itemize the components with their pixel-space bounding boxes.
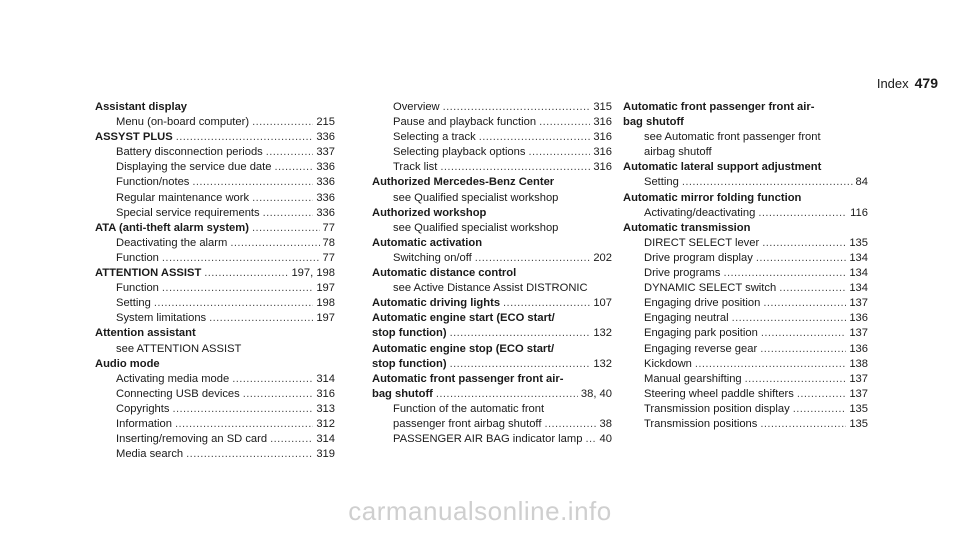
index-entry-sub bbox=[623, 206, 868, 221]
dot-leader bbox=[162, 281, 313, 296]
index-reference: Function of the automatic front bbox=[393, 402, 545, 415]
index-entry-main bbox=[95, 266, 335, 281]
page-ref: 138 bbox=[849, 357, 868, 370]
index-entry-sub bbox=[95, 175, 335, 190]
entry-text: Inserting/removing an SD card bbox=[116, 433, 268, 446]
dot-leader bbox=[793, 402, 847, 417]
index-entry-sub bbox=[95, 372, 335, 387]
page-ref: 313 bbox=[316, 402, 335, 415]
index-entry-sub bbox=[95, 417, 335, 432]
entry-text: ATTENTION ASSIST bbox=[95, 267, 202, 280]
index-column-2 bbox=[372, 100, 612, 447]
entry-text: Regular maintenance work bbox=[116, 191, 250, 204]
index-heading: bag shutoff bbox=[623, 116, 684, 129]
page-ref: 312 bbox=[316, 417, 335, 430]
page-ref: 134 bbox=[849, 282, 868, 295]
index-heading: Automatic front passenger front air- bbox=[372, 372, 564, 385]
index-heading: Authorized workshop bbox=[372, 206, 487, 219]
dot-leader bbox=[162, 251, 320, 266]
index-entry-sub bbox=[623, 357, 868, 372]
index-column-3 bbox=[623, 100, 868, 432]
dot-leader bbox=[756, 251, 847, 266]
entry-text: ATA (anti-theft alarm system) bbox=[95, 221, 249, 234]
entry-text: Displaying the service due date bbox=[116, 161, 272, 174]
dot-leader bbox=[436, 387, 578, 402]
entry-text: Function bbox=[116, 282, 159, 295]
index-reference: see ATTENTION ASSIST bbox=[116, 342, 242, 355]
page-ref: 77 bbox=[322, 251, 335, 264]
page-ref: 197 bbox=[316, 312, 335, 325]
dot-leader bbox=[682, 175, 853, 190]
dot-leader bbox=[695, 357, 846, 372]
index-entry-sub bbox=[95, 160, 335, 175]
page-ref: 78 bbox=[322, 236, 335, 249]
index-entry-sub bbox=[372, 100, 612, 115]
entry-text: Selecting a track bbox=[393, 131, 476, 144]
page-ref: 38 bbox=[599, 417, 612, 430]
dot-leader bbox=[450, 357, 591, 372]
page-ref: 316 bbox=[593, 116, 612, 129]
page-ref: 38, 40 bbox=[580, 387, 612, 400]
index-reference: airbag shutoff bbox=[644, 146, 712, 159]
dot-leader bbox=[760, 342, 846, 357]
entry-text: bag shutoff bbox=[372, 387, 433, 400]
entry-text: PASSENGER AIR BAG indicator lamp bbox=[393, 433, 583, 446]
page-ref: 336 bbox=[316, 176, 335, 189]
page-ref: 135 bbox=[849, 417, 868, 430]
page-ref: 136 bbox=[849, 312, 868, 325]
dot-leader bbox=[243, 387, 314, 402]
page-ref: 116 bbox=[850, 206, 868, 219]
dot-leader bbox=[172, 402, 313, 417]
dot-leader bbox=[762, 236, 846, 251]
dot-leader bbox=[192, 175, 313, 190]
page-ref: 319 bbox=[316, 448, 335, 461]
index-entry-main bbox=[372, 296, 612, 311]
index-entry-sub bbox=[623, 281, 868, 296]
page-ref: 337 bbox=[316, 146, 335, 159]
index-entry-sub bbox=[623, 342, 868, 357]
index-heading: Automatic transmission bbox=[623, 221, 751, 234]
dot-leader bbox=[539, 115, 590, 130]
index-reference: see Qualified specialist workshop bbox=[393, 221, 559, 234]
dot-leader bbox=[475, 251, 591, 266]
index-entry-sub bbox=[372, 145, 612, 160]
page-ref: 336 bbox=[316, 191, 335, 204]
index-entry-sub bbox=[623, 266, 868, 281]
entry-text: Steering wheel paddle shifters bbox=[644, 387, 794, 400]
dot-leader bbox=[252, 115, 313, 130]
index-entry-sub bbox=[95, 447, 335, 462]
entry-text: Selecting playback options bbox=[393, 146, 526, 159]
entry-text: DIRECT SELECT lever bbox=[644, 236, 760, 249]
entry-text: Manual gearshifting bbox=[644, 372, 742, 385]
page-ref: 314 bbox=[316, 433, 335, 446]
index-heading: Assistant display bbox=[95, 101, 188, 113]
dot-leader bbox=[440, 160, 590, 175]
index-entry-main bbox=[95, 221, 335, 236]
page-ref: 107 bbox=[593, 297, 612, 310]
page-ref: 215 bbox=[316, 116, 335, 129]
page-ref: 134 bbox=[849, 251, 868, 264]
dot-leader bbox=[252, 221, 320, 236]
index-entry-sub bbox=[623, 387, 868, 402]
entry-text: Pause and playback function bbox=[393, 116, 537, 129]
entry-text: Engaging drive position bbox=[644, 297, 761, 310]
page-ref: 315 bbox=[593, 101, 612, 113]
index-entry-sub bbox=[372, 251, 612, 266]
page-ref: 202 bbox=[593, 251, 612, 264]
dot-leader bbox=[761, 326, 847, 341]
index-heading: Automatic mirror folding function bbox=[623, 191, 802, 204]
entry-text: Overview bbox=[393, 101, 440, 113]
dot-leader bbox=[270, 432, 313, 447]
dot-leader bbox=[263, 206, 314, 221]
index-entry-sub bbox=[95, 281, 335, 296]
entry-text: Switching on/off bbox=[393, 251, 472, 264]
page-ref: 137 bbox=[849, 327, 868, 340]
page-ref: 132 bbox=[593, 357, 612, 370]
dot-leader bbox=[760, 417, 846, 432]
index-heading: Automatic distance control bbox=[372, 267, 517, 280]
dot-leader bbox=[479, 130, 591, 145]
dot-leader bbox=[230, 236, 319, 251]
entry-text: Function bbox=[116, 251, 159, 264]
dot-leader bbox=[528, 145, 590, 160]
index-entry-sub bbox=[372, 130, 612, 145]
entry-text: Information bbox=[116, 417, 172, 430]
dot-leader bbox=[443, 100, 591, 115]
page-ref: 316 bbox=[593, 161, 612, 174]
entry-text: passenger front airbag shutoff bbox=[393, 417, 542, 430]
entry-text: Automatic driving lights bbox=[372, 297, 501, 310]
page-ref: 137 bbox=[849, 297, 868, 310]
entry-text: Drive program display bbox=[644, 251, 753, 264]
index-heading: Attention assistant bbox=[95, 327, 196, 340]
index-entry-sub bbox=[623, 311, 868, 326]
index-reference: see Automatic front passenger front bbox=[644, 131, 821, 144]
page-ref: 135 bbox=[849, 236, 868, 249]
index-entry-sub bbox=[95, 145, 335, 160]
index-heading: Automatic engine stop (ECO start/ bbox=[372, 342, 555, 355]
dot-leader bbox=[252, 191, 313, 206]
page-ref: 136 bbox=[849, 342, 868, 355]
page-ref: 336 bbox=[316, 131, 335, 144]
entry-text: Engaging reverse gear bbox=[644, 342, 758, 355]
index-entry-sub bbox=[95, 236, 335, 251]
entry-text: Menu (on-board computer) bbox=[116, 116, 250, 129]
page-ref: 77 bbox=[322, 221, 335, 234]
index-entry-sub bbox=[623, 251, 868, 266]
page-ref: 137 bbox=[849, 372, 868, 385]
index-entry-main bbox=[372, 326, 612, 341]
entry-text: Setting bbox=[116, 297, 151, 310]
entry-text: Setting bbox=[644, 176, 679, 189]
entry-text: ASSYST PLUS bbox=[95, 131, 173, 144]
entry-text: Connecting USB devices bbox=[116, 387, 240, 400]
dot-leader bbox=[204, 266, 288, 281]
entry-text: DYNAMIC SELECT switch bbox=[644, 282, 777, 295]
watermark: carmanualsonline.info bbox=[348, 496, 612, 526]
entry-text: System limitations bbox=[116, 312, 207, 325]
dot-leader bbox=[266, 145, 314, 160]
dot-leader bbox=[544, 417, 596, 432]
entry-text: Engaging neutral bbox=[644, 312, 729, 325]
entry-text: Media search bbox=[116, 448, 184, 461]
entry-text: Deactivating the alarm bbox=[116, 236, 228, 249]
page-ref: 137 bbox=[849, 387, 868, 400]
dot-leader bbox=[274, 160, 313, 175]
index-entry-sub bbox=[95, 402, 335, 417]
index-entry-sub bbox=[95, 311, 335, 326]
page-ref: 336 bbox=[316, 206, 335, 219]
index-heading: Automatic activation bbox=[372, 236, 483, 249]
index-entry-sub bbox=[623, 326, 868, 341]
index-entry-sub bbox=[623, 175, 868, 190]
page-ref: 336 bbox=[316, 161, 335, 174]
dot-leader bbox=[232, 372, 313, 387]
index-heading: Automatic engine start (ECO start/ bbox=[372, 312, 555, 325]
index-column-1 bbox=[95, 100, 335, 462]
dot-leader bbox=[186, 447, 313, 462]
dot-leader bbox=[797, 387, 846, 402]
page-ref: 132 bbox=[593, 327, 612, 340]
index-entry-sub bbox=[372, 432, 612, 447]
index-entry-sub bbox=[95, 251, 335, 266]
page-ref: 316 bbox=[593, 146, 612, 159]
index-entry-main bbox=[372, 357, 612, 372]
index-entry-sub bbox=[372, 160, 612, 175]
dot-leader bbox=[154, 296, 313, 311]
page-ref: 316 bbox=[316, 387, 335, 400]
page-number: 479 bbox=[914, 75, 938, 91]
entry-text: Engaging park position bbox=[644, 327, 758, 340]
index-entry-sub bbox=[623, 402, 868, 417]
index-entry-sub bbox=[95, 115, 335, 130]
entry-text: Transmission positions bbox=[644, 417, 758, 430]
entry-text: Activating media mode bbox=[116, 372, 230, 385]
entry-text: Function/notes bbox=[116, 176, 190, 189]
index-entry-main bbox=[372, 387, 612, 402]
entry-text: Battery disconnection periods bbox=[116, 146, 263, 159]
index-reference: see Active Distance Assist DISTRONIC bbox=[393, 282, 588, 295]
page-ref: 314 bbox=[316, 372, 335, 385]
dot-leader bbox=[779, 281, 846, 296]
entry-text: stop function) bbox=[372, 327, 447, 340]
page-ref: 198 bbox=[316, 297, 335, 310]
dot-leader bbox=[763, 296, 846, 311]
entry-text: Track list bbox=[393, 161, 438, 174]
dot-leader bbox=[585, 432, 596, 447]
page-ref: 134 bbox=[849, 267, 868, 280]
page-header bbox=[877, 75, 938, 91]
index-heading: Automatic lateral support adjustment bbox=[623, 161, 822, 174]
dot-leader bbox=[175, 417, 313, 432]
page-ref: 197, 198 bbox=[291, 267, 335, 280]
index-heading: Authorized Mercedes-Benz Center bbox=[372, 176, 555, 189]
page-ref: 197 bbox=[316, 282, 335, 295]
index-entry-sub bbox=[372, 417, 612, 432]
entry-text: stop function) bbox=[372, 357, 447, 370]
index-entry-sub bbox=[623, 236, 868, 251]
dot-leader bbox=[723, 266, 846, 281]
section-title: Index bbox=[876, 76, 909, 91]
entry-text: Drive programs bbox=[644, 267, 721, 280]
page-ref: 84 bbox=[855, 176, 868, 189]
entry-text: Transmission position display bbox=[644, 402, 790, 415]
index-entry-sub bbox=[372, 115, 612, 130]
index-heading: Audio mode bbox=[95, 357, 160, 370]
index-entry-main bbox=[95, 130, 335, 145]
index-heading: Automatic front passenger front air- bbox=[623, 101, 815, 113]
dot-leader bbox=[745, 372, 847, 387]
dot-leader bbox=[758, 206, 847, 221]
index-entry-sub bbox=[623, 417, 868, 432]
dot-leader bbox=[503, 296, 590, 311]
page-ref: 135 bbox=[849, 402, 868, 415]
index-entry-sub bbox=[623, 372, 868, 387]
page-ref: 316 bbox=[593, 131, 612, 144]
page-ref: 40 bbox=[599, 433, 612, 446]
dot-leader bbox=[176, 130, 314, 145]
dot-leader bbox=[209, 311, 313, 326]
dot-leader bbox=[732, 311, 847, 326]
dot-leader bbox=[450, 326, 591, 341]
index-entry-sub bbox=[623, 296, 868, 311]
entry-text: Activating/deactivating bbox=[644, 206, 756, 219]
index-entry-sub bbox=[95, 387, 335, 402]
entry-text: Kickdown bbox=[644, 357, 692, 370]
index-entry-sub bbox=[95, 206, 335, 221]
index-reference: see Qualified specialist workshop bbox=[393, 191, 559, 204]
index-entry-sub bbox=[95, 296, 335, 311]
index-entry-sub bbox=[95, 191, 335, 206]
entry-text: Copyrights bbox=[116, 402, 170, 415]
index-entry-sub bbox=[95, 432, 335, 447]
entry-text: Special service requirements bbox=[116, 206, 260, 219]
